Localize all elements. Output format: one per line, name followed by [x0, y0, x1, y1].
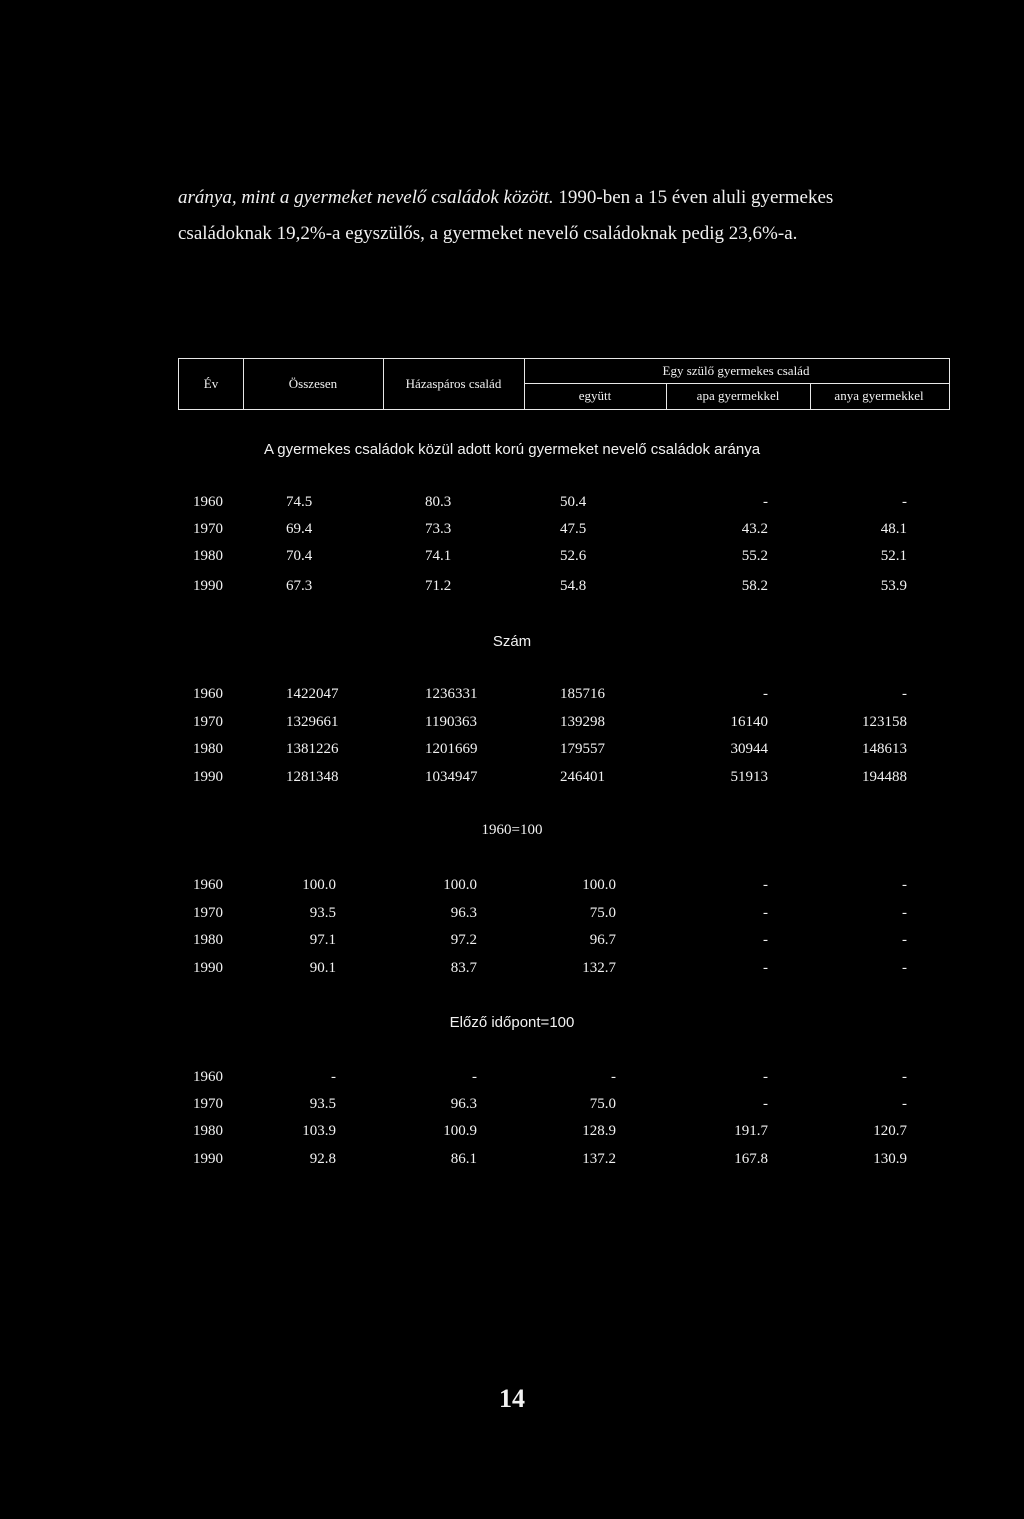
intro-line-1-rest: 1990-ben a 15 éven aluli gyermekes — [553, 187, 834, 208]
cell-apa: - — [763, 686, 768, 702]
cell-apa: - — [763, 877, 768, 893]
cell-hazasparos: 1236331 — [425, 686, 478, 702]
cell-year: 1980 — [193, 548, 223, 564]
cell-hazasparos: - — [472, 1069, 477, 1085]
cell-anya: 48.1 — [880, 521, 907, 537]
cell-egyutt: 96.7 — [589, 932, 616, 948]
table-row — [0, 741, 1024, 761]
cell-osszesen: 97.1 — [309, 932, 336, 948]
table-row — [0, 932, 1024, 952]
cell-anya: 53.9 — [880, 578, 907, 594]
cell-anya: - — [902, 877, 907, 893]
page-number: 14 — [499, 1384, 525, 1413]
cell-osszesen: 1329661 — [286, 714, 339, 730]
cell-osszesen: 74.5 — [286, 494, 313, 510]
table-row — [0, 494, 1024, 514]
cell-hazasparos: 71.2 — [425, 578, 452, 594]
table-row — [0, 1069, 1024, 1089]
cell-egyutt: 179557 — [560, 741, 605, 757]
cell-anya: - — [902, 1096, 907, 1112]
cell-egyutt: 137.2 — [582, 1151, 616, 1167]
section-title: A gyermekes családok közül adott korú gyermeket nevelő családok aránya — [263, 441, 761, 458]
section-title: Előző időpont=100 — [449, 1014, 575, 1031]
cell-anya: 123158 — [862, 714, 907, 730]
table-header — [178, 358, 950, 410]
cell-egyutt: 132.7 — [582, 960, 616, 976]
cell-hazasparos: 1190363 — [425, 714, 477, 730]
table-row — [0, 1123, 1024, 1143]
cell-year: 1990 — [193, 578, 223, 594]
cell-hazasparos: 1201669 — [425, 741, 478, 757]
cell-osszesen: 1281348 — [286, 769, 339, 785]
cell-egyutt: 100.0 — [582, 877, 616, 893]
cell-hazasparos: 73.3 — [425, 521, 452, 537]
cell-egyutt: 47.5 — [560, 521, 587, 537]
header-osszesen: Összesen — [288, 376, 338, 391]
cell-year: 1970 — [193, 1096, 223, 1112]
cell-osszesen: 67.3 — [286, 578, 313, 594]
cell-osszesen: 103.9 — [302, 1123, 336, 1139]
header-hazasparos: Házaspáros család — [405, 376, 502, 391]
cell-year: 1960 — [193, 1069, 223, 1085]
cell-anya: - — [902, 905, 907, 921]
cell-egyutt: 246401 — [560, 769, 605, 785]
cell-hazasparos: 74.1 — [425, 548, 452, 564]
cell-apa: 58.2 — [741, 578, 768, 594]
cell-osszesen: 92.8 — [309, 1151, 336, 1167]
cell-egyutt: - — [611, 1069, 616, 1085]
header-apa: apa gyermekkel — [696, 388, 780, 403]
cell-year: 1980 — [193, 1123, 223, 1139]
cell-egyutt: 52.6 — [560, 548, 587, 564]
cell-osszesen: 100.0 — [302, 877, 336, 893]
cell-egyutt: 128.9 — [582, 1123, 616, 1139]
cell-osszesen: 1381226 — [286, 741, 339, 757]
cell-egyutt: 75.0 — [589, 1096, 616, 1112]
cell-anya: 194488 — [862, 769, 907, 785]
cell-apa: - — [763, 905, 768, 921]
cell-hazasparos: 100.9 — [443, 1123, 477, 1139]
cell-anya: - — [902, 494, 907, 510]
intro-italic-text: aránya, mint a gyermeket nevelő családok között. — [178, 187, 554, 208]
cell-apa: 51913 — [730, 769, 768, 785]
cell-anya: - — [902, 1069, 907, 1085]
cell-year: 1980 — [193, 741, 223, 757]
cell-anya: - — [902, 686, 907, 702]
cell-year: 1960 — [193, 877, 223, 893]
table-row — [0, 686, 1024, 706]
cell-osszesen: 93.5 — [309, 1096, 336, 1112]
cell-egyutt: 54.8 — [560, 578, 587, 594]
cell-osszesen: - — [331, 1069, 336, 1085]
cell-apa: - — [763, 1096, 768, 1112]
cell-hazasparos: 96.3 — [450, 1096, 477, 1112]
table-row — [0, 769, 1024, 789]
cell-year: 1990 — [193, 769, 223, 785]
cell-anya: - — [902, 960, 907, 976]
intro-line-2: családoknak 19,2%-a egyszülős, a gyermeket nevelő családoknak pedig 23,6%-a. — [178, 223, 798, 244]
table-row — [0, 521, 1024, 541]
header-anya: anya gyermekkel — [834, 388, 924, 403]
table-row — [0, 714, 1024, 734]
cell-anya: 52.1 — [880, 548, 907, 564]
cell-anya: 120.7 — [873, 1123, 907, 1139]
cell-year: 1970 — [193, 521, 223, 537]
table-row — [0, 877, 1024, 897]
cell-apa: - — [763, 932, 768, 948]
table-row — [0, 960, 1024, 980]
cell-apa: 167.8 — [734, 1151, 768, 1167]
cell-hazasparos: 80.3 — [425, 494, 452, 510]
cell-apa: 43.2 — [741, 521, 768, 537]
cell-egyutt: 185716 — [560, 686, 605, 702]
cell-year: 1960 — [193, 494, 223, 510]
intro-paragraph — [178, 180, 978, 252]
cell-hazasparos: 97.2 — [450, 932, 477, 948]
cell-hazasparos: 86.1 — [450, 1151, 477, 1167]
cell-apa: - — [763, 1069, 768, 1085]
cell-anya: 148613 — [862, 741, 907, 757]
table-row — [0, 905, 1024, 925]
cell-osszesen: 70.4 — [286, 548, 313, 564]
header-egyutt: együtt — [578, 388, 612, 403]
cell-year: 1970 — [193, 714, 223, 730]
cell-year: 1970 — [193, 905, 223, 921]
cell-hazasparos: 83.7 — [450, 960, 477, 976]
cell-year: 1960 — [193, 686, 223, 702]
cell-apa: 55.2 — [741, 548, 768, 564]
header-ev: Év — [203, 376, 219, 391]
cell-apa: - — [763, 494, 768, 510]
cell-osszesen: 1422047 — [286, 686, 339, 702]
cell-year: 1980 — [193, 932, 223, 948]
table-row — [0, 1096, 1024, 1116]
table-row — [0, 548, 1024, 568]
section-title: Szám — [492, 633, 532, 650]
cell-hazasparos: 100.0 — [443, 877, 477, 893]
cell-apa: 191.7 — [734, 1123, 768, 1139]
cell-osszesen: 93.5 — [309, 905, 336, 921]
cell-apa: 30944 — [730, 741, 768, 757]
cell-anya: - — [902, 932, 907, 948]
cell-egyutt: 139298 — [560, 714, 605, 730]
cell-anya: 130.9 — [873, 1151, 907, 1167]
cell-apa: 16140 — [730, 714, 768, 730]
intro-line-1 — [178, 180, 978, 216]
cell-osszesen: 90.1 — [309, 960, 336, 976]
cell-egyutt: 75.0 — [589, 905, 616, 921]
cell-egyutt: 50.4 — [560, 494, 587, 510]
section-title: 1960=100 — [481, 822, 543, 838]
cell-hazasparos: 1034947 — [425, 769, 478, 785]
table-row — [0, 578, 1024, 598]
cell-osszesen: 69.4 — [286, 521, 313, 537]
cell-apa: - — [763, 960, 768, 976]
table-row — [0, 1151, 1024, 1171]
cell-hazasparos: 96.3 — [450, 905, 477, 921]
cell-year: 1990 — [193, 1151, 223, 1167]
cell-year: 1990 — [193, 960, 223, 976]
header-egy-szulo: Egy szülő gyermekes család — [662, 363, 810, 378]
